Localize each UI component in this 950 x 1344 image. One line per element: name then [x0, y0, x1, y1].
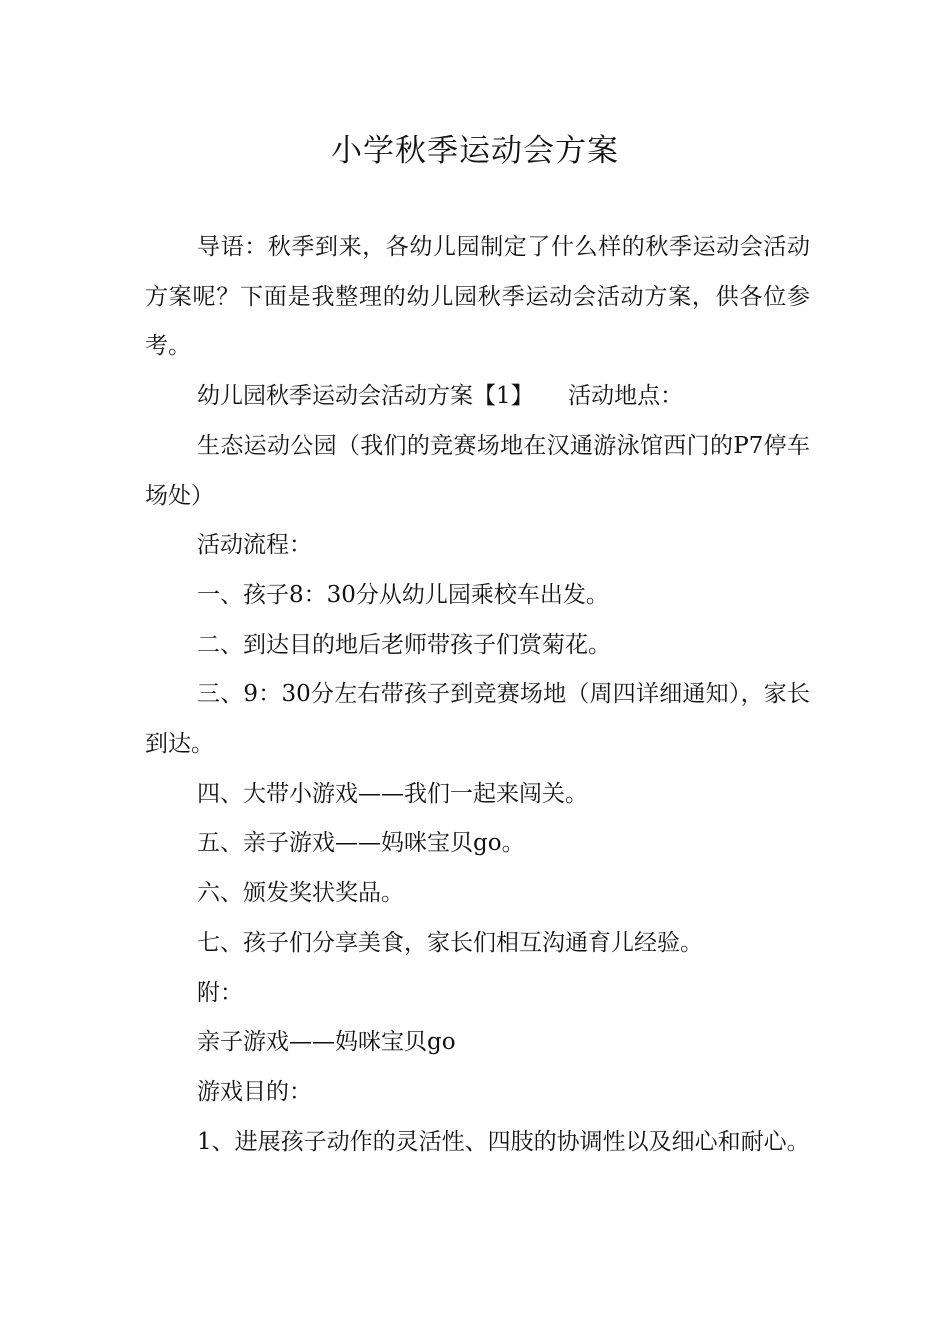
document-title: 小学秋季运动会方案 [331, 133, 619, 169]
game-goal-heading: 游戏目的： [197, 1078, 312, 1105]
game-goal-1: 1、进展孩子动作的灵活性、四肢的协调性以及细心和耐心。 [197, 1128, 810, 1155]
plan-heading-paragraph: 幼儿园秋季运动会活动方案【1】 活动地点： [197, 383, 684, 410]
location-paragraph: 生态运动公园（我们的竞赛场地在汉通游泳馆西门的P7停车场处） [145, 432, 810, 509]
process-step-6: 六、颁发奖状奖品。 [197, 880, 404, 907]
process-heading: 活动流程： [197, 532, 312, 559]
process-step-5: 五、亲子游戏——妈咪宝贝go。 [197, 830, 525, 857]
appendix-heading: 附： [197, 979, 243, 1006]
process-step-3: 三、9：30分左右带孩子到竞赛场地（周四详细通知），家长到达。 [145, 681, 810, 758]
game-title: 亲子游戏——妈咪宝贝go [197, 1029, 456, 1056]
process-step-2: 二、到达目的地后老师带孩子们赏菊花。 [197, 631, 611, 658]
process-step-4: 四、大带小游戏——我们一起来闯关。 [197, 780, 588, 807]
document-body [145, 223, 810, 1167]
process-step-1: 一、孩子8：30分从幼儿园乘校车出发。 [197, 581, 609, 608]
process-step-7: 七、孩子们分享美食，家长们相互沟通育儿经验。 [197, 929, 703, 956]
intro-paragraph: 导语：秋季到来，各幼儿园制定了什么样的秋季运动会活动方案呢？下面是我整理的幼儿园秋季运动会活动方案，供各位参考。 [145, 234, 810, 360]
